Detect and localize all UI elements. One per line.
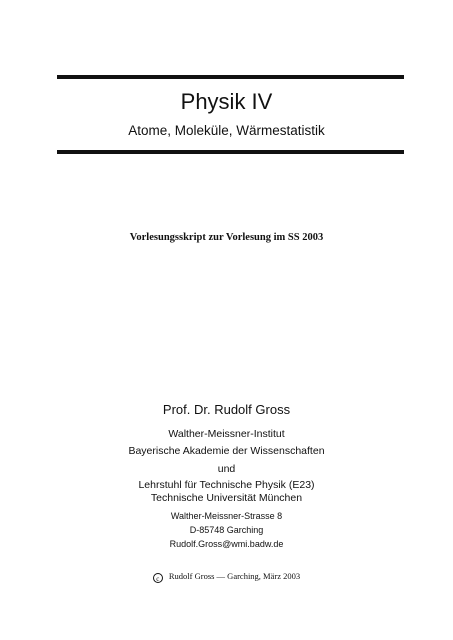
bottom-rule [57,150,404,154]
document-subtitle: Atome, Moleküle, Wärmestatistik [128,123,325,138]
institution-line-1: Walther-Meissner-Institut [168,428,285,440]
institution-line-2: Bayerische Akademie der Wissenschaften [128,445,325,457]
address-street: Walther-Meissner-Strasse 8 [170,511,283,521]
address-city: D-85748 Garching [189,525,264,535]
institution-line-4: Lehrstuhl für Technische Physik (E23) [138,479,315,491]
address-email: Rudolf.Gross@wmi.badw.de [169,539,284,549]
copyright-text: Rudolf Gross — Garching, März 2003 [168,571,301,581]
top-rule [57,75,404,79]
document-title: Physik IV [180,89,273,114]
institution-line-5: Technische Universität München [150,492,303,504]
copyright-icon: c [153,573,163,583]
copyright-line [0,571,453,583]
lecture-script-note: Vorlesungsskript zur Vorlesung im SS 2003 [129,232,324,243]
author-name: Prof. Dr. Rudolf Gross [162,402,291,417]
institution-line-3: und [217,463,236,475]
